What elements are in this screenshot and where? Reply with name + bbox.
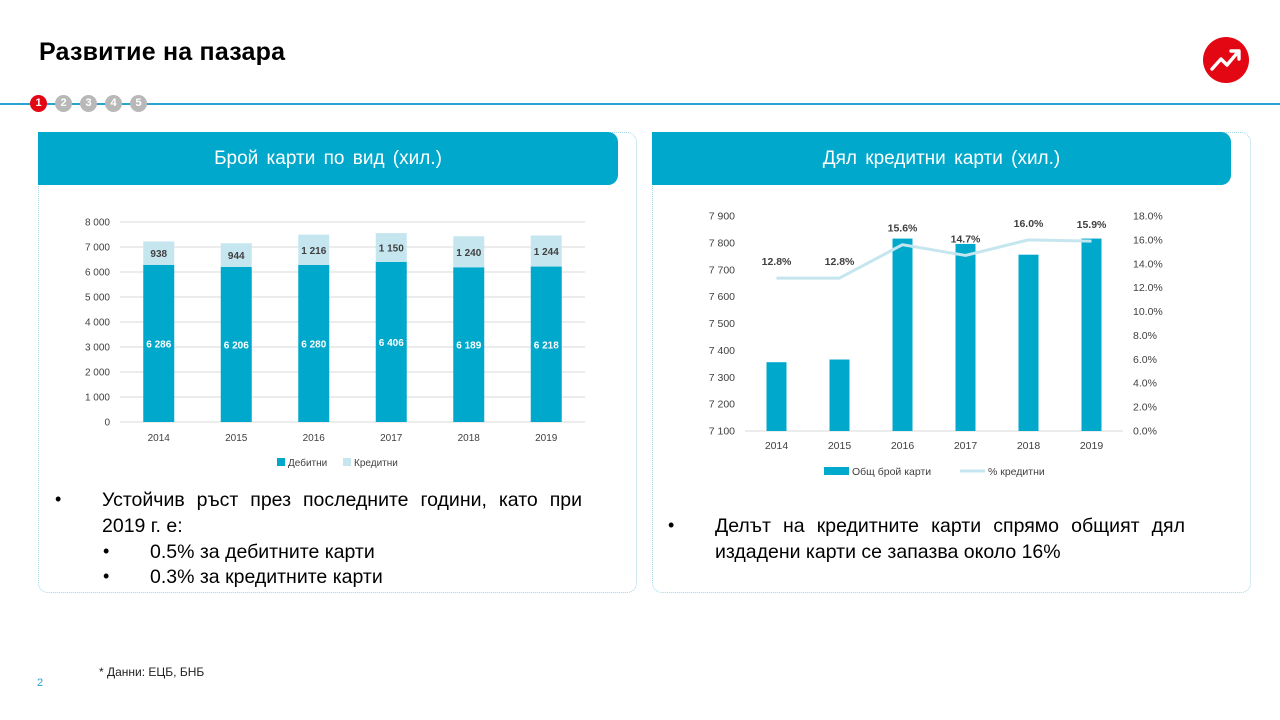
header-divider	[0, 103, 1280, 105]
credit-data-label: 1 216	[301, 245, 327, 257]
x-tick-label: 2014	[764, 440, 789, 452]
y-left-tick-label: 7 600	[708, 291, 735, 304]
page-title: Развитие на пазара	[39, 38, 286, 66]
step-2[interactable]: 2	[55, 95, 72, 112]
y-right-tick-label: 2.0%	[1133, 401, 1157, 414]
credit-data-label: 1 240	[456, 247, 482, 259]
credit-share-data-label: 14.7%	[950, 233, 981, 246]
y-tick-label: 3 000	[84, 342, 110, 354]
y-tick-label: 6 000	[84, 267, 110, 279]
y-left-tick-label: 7 200	[708, 398, 735, 411]
y-tick-label: 4 000	[84, 317, 110, 329]
total-cards-bar	[1019, 255, 1039, 431]
credit-data-label: 944	[227, 251, 245, 263]
x-tick-label: 2019	[1079, 440, 1104, 452]
y-left-tick-label: 7 300	[708, 371, 735, 384]
bullet-dot: •	[55, 489, 62, 509]
cards-by-type-chart	[40, 190, 620, 490]
sub-bullet-dot: •	[103, 541, 110, 561]
credit-share-data-label: 16.0%	[1013, 217, 1044, 230]
step-3[interactable]: 3	[80, 95, 97, 112]
x-tick-label: 2016	[890, 440, 915, 452]
trend-up-arrow-icon	[1203, 37, 1249, 83]
y-right-tick-label: 14.0%	[1133, 258, 1163, 271]
credit-share-data-label: 12.8%	[824, 256, 855, 269]
y-left-tick-label: 7 400	[708, 344, 735, 357]
x-tick-label: 2018	[1016, 440, 1041, 452]
y-tick-label: 8 000	[84, 217, 110, 229]
source-footnote: * Данни: ЕЦБ, БНБ	[99, 665, 205, 679]
credit-share-data-label: 15.6%	[887, 222, 918, 235]
legend-label-credit: Кредитни	[354, 458, 398, 469]
legend-label-total: Общ брой карти	[852, 466, 932, 478]
step-5[interactable]: 5	[130, 95, 147, 112]
credit-share-chart	[655, 190, 1245, 490]
left-sub-bullet-1: 0.5% за дебитните карти	[150, 541, 375, 563]
credit-data-label: 1 150	[378, 243, 404, 255]
x-tick-label: 2015	[827, 440, 852, 452]
debit-data-label: 6 280	[301, 339, 327, 351]
y-tick-label: 7 000	[84, 242, 110, 254]
total-cards-bar	[956, 244, 976, 431]
y-tick-label: 5 000	[84, 292, 110, 304]
y-right-tick-label: 8.0%	[1133, 329, 1157, 342]
y-right-tick-label: 12.0%	[1133, 282, 1163, 295]
debit-data-label: 6 406	[378, 337, 404, 349]
y-right-tick-label: 0.0%	[1133, 425, 1157, 438]
credit-share-data-label: 15.9%	[1076, 219, 1107, 232]
y-left-tick-label: 7 500	[708, 318, 735, 330]
legend-swatch-debit	[277, 458, 285, 466]
x-tick-label: 2016	[302, 433, 325, 444]
y-right-tick-label: 18.0%	[1133, 210, 1163, 223]
sub-bullet-dot: •	[103, 566, 110, 586]
y-tick-label: 2 000	[84, 367, 110, 379]
right-bullet-main: Делът на кредитните карти спрямо общият дял издадени карти се запазва около 16%	[715, 515, 1185, 563]
x-tick-label: 2018	[457, 433, 480, 444]
step-1[interactable]: 1	[30, 95, 47, 112]
y-right-tick-label: 4.0%	[1133, 377, 1157, 390]
y-right-tick-label: 16.0%	[1133, 234, 1163, 247]
x-tick-label: 2014	[147, 433, 170, 444]
x-tick-label: 2017	[380, 433, 403, 444]
legend-label-share: % кредитни	[988, 466, 1045, 478]
total-cards-bar	[767, 362, 787, 431]
debit-data-label: 6 206	[223, 340, 249, 352]
y-left-tick-label: 7 700	[708, 264, 735, 277]
y-right-tick-label: 6.0%	[1133, 353, 1157, 366]
debit-data-label: 6 189	[456, 340, 482, 352]
bullet-dot: •	[668, 515, 675, 535]
y-right-tick-label: 10.0%	[1133, 306, 1163, 319]
x-tick-label: 2019	[535, 433, 558, 444]
credit-data-label: 938	[150, 249, 168, 261]
total-cards-bar	[830, 360, 850, 431]
y-tick-label: 0	[104, 417, 110, 429]
step-4[interactable]: 4	[105, 95, 122, 112]
total-cards-bar	[893, 239, 913, 431]
credit-data-label: 1 244	[533, 247, 559, 258]
left-bullet-main: Устойчив ръст през последните години, като при 2019 г. е:	[102, 489, 582, 537]
y-left-tick-label: 7 100	[708, 425, 735, 438]
x-tick-label: 2015	[225, 433, 248, 444]
left-panel-heading: Брой карти по вид (хил.)	[38, 132, 618, 185]
left-sub-bullet-2: 0.3% за кредитните карти	[150, 566, 383, 588]
y-left-tick-label: 7 900	[708, 210, 735, 223]
legend-swatch-total	[824, 467, 849, 475]
y-left-tick-label: 7 800	[708, 237, 735, 250]
debit-data-label: 6 286	[146, 339, 172, 351]
debit-data-label: 6 218	[533, 340, 559, 352]
credit-share-data-label: 12.8%	[761, 256, 792, 269]
legend-swatch-credit	[343, 458, 351, 466]
right-panel-heading: Дял кредитни карти (хил.)	[652, 132, 1231, 185]
y-tick-label: 1 000	[84, 392, 110, 404]
total-cards-bar	[1082, 239, 1102, 431]
x-tick-label: 2017	[953, 440, 978, 452]
page-number: 2	[37, 677, 44, 689]
legend-label-debit: Дебитни	[288, 458, 328, 469]
